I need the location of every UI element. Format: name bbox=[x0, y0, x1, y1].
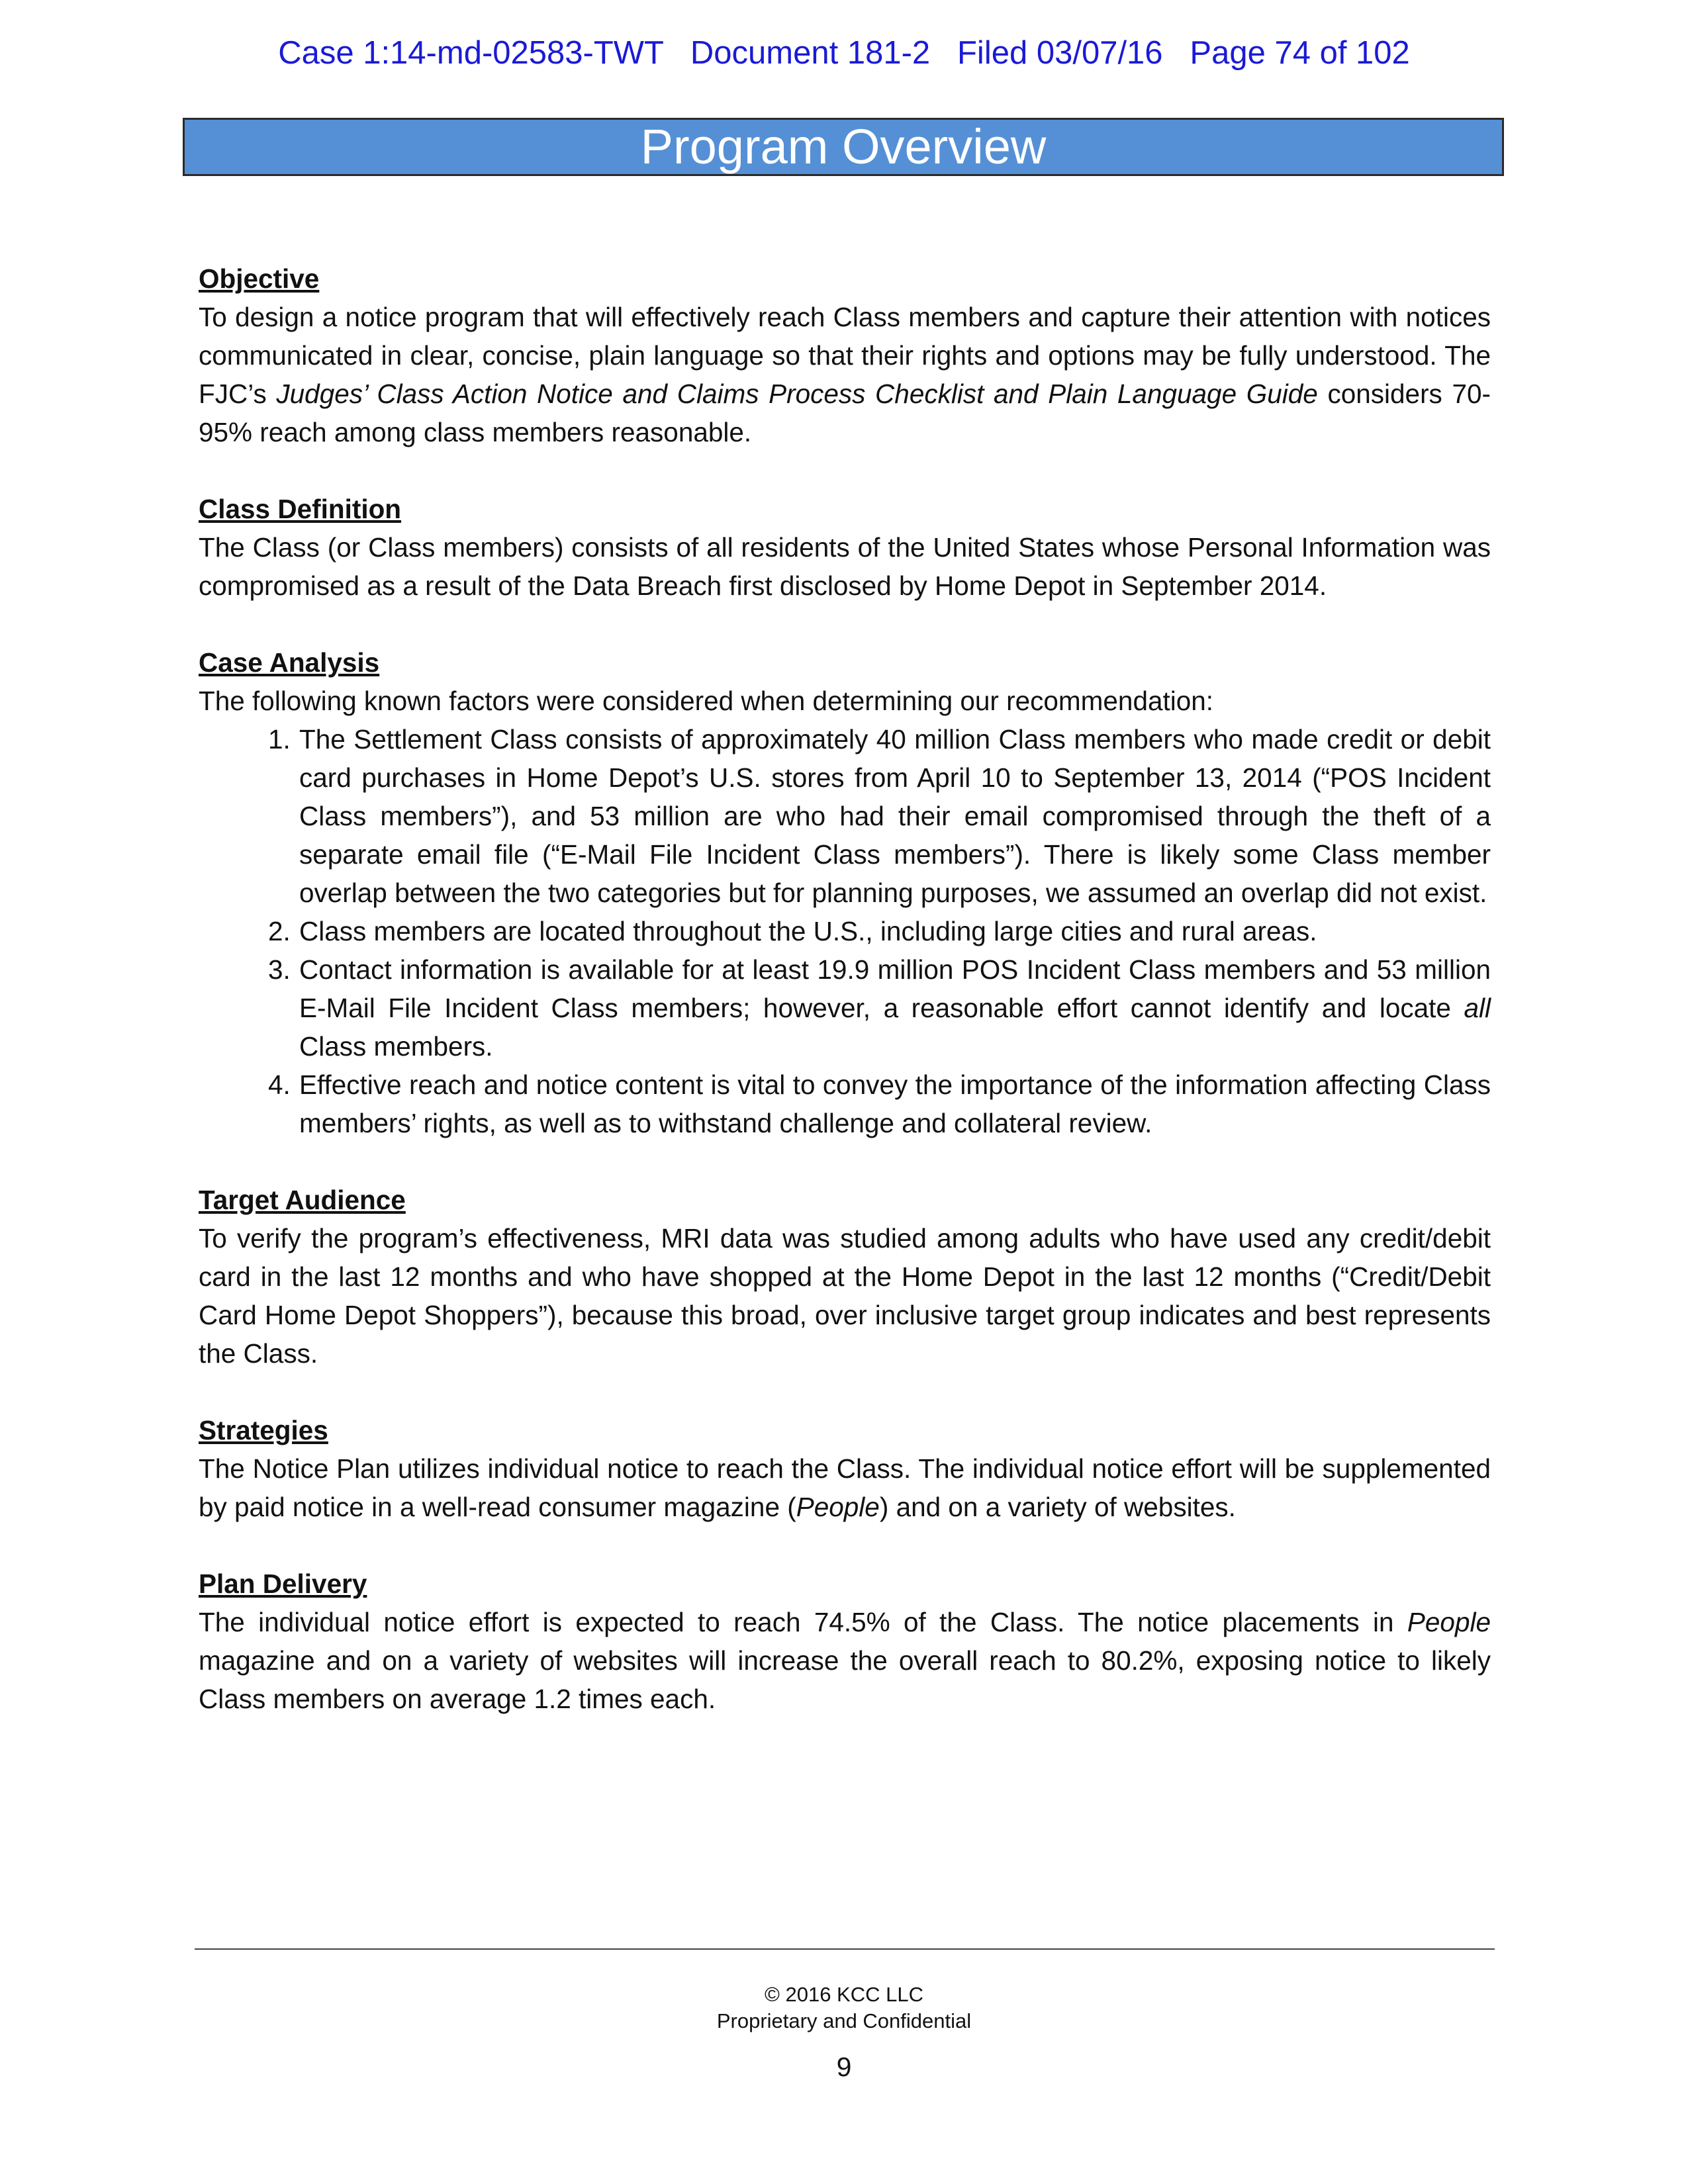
objective-heading: Objective bbox=[199, 263, 320, 294]
plan-delivery-text-part-2: magazine and on a variety of websites will increase the overall reach to 80.2%, exposing notice to likely Class members on average 1.2 times each. bbox=[199, 1645, 1491, 1714]
case-analysis-intro: The following known factors were considered when determining our recommendation: bbox=[199, 686, 1214, 716]
strategies-magazine-name: People bbox=[796, 1492, 880, 1522]
objective-text bbox=[199, 298, 1491, 451]
list-item: 1. The Settlement Class consists of approximately 40 million Class members who made credit or debit card purchases in Home Depot’s U.S. stores from April 10 to September 13, 2014 (“POS Incident Class members”), and 53 million are who had their email compromised through the theft of a separate email file (“E-Mail File Incident Class members”). There is likely some Class member overlap between the two categories but for planning purposes, we assumed an overlap did not exist. bbox=[298, 720, 1491, 912]
list-item-text-part-2: Class members. bbox=[299, 1031, 493, 1062]
main-content bbox=[199, 259, 1491, 1756]
case-header: Case 1:14-md-02583-TWT Document 181-2 Filed 03/07/16 Page 74 of 102 bbox=[278, 35, 1410, 71]
class-definition-heading: Class Definition bbox=[199, 494, 402, 524]
footer-divider bbox=[195, 1948, 1495, 1950]
strategies-text-part-1: The Notice Plan utilizes individual notice to reach the Class. The individual notice effort will be supplemented by paid notice in a well-read consumer magazine ( bbox=[199, 1453, 1491, 1522]
objective-text-part-1: To design a notice program that will effectively reach Class members and capture their attention with notices communicated in clear, concise, plain language so that their rights and options may be fully understood. The FJC’s bbox=[199, 302, 1491, 409]
plan-delivery-heading: Plan Delivery bbox=[199, 1569, 367, 1599]
objective-text-part-2: considers 70-95% reach among class members reasonable. bbox=[199, 379, 1491, 447]
objective-guide-title: Judges’ Class Action Notice and Claims Process Checklist and Plain Language Guide bbox=[276, 379, 1318, 409]
list-item: 4. Effective reach and notice content is vital to convey the importance of the information affecting Class members’ rights, as well as to withstand challenge and collateral review. bbox=[298, 1066, 1491, 1142]
plan-delivery-section bbox=[199, 1565, 1491, 1718]
strategies-heading: Strategies bbox=[199, 1415, 328, 1445]
list-item-text-part-1: Contact information is available for at least 19.9 million POS Incident Class members and 53 million E-Mail File Incident Class members; however, a reasonable effort cannot identify and locate bbox=[299, 954, 1491, 1023]
target-audience-heading: Target Audience bbox=[199, 1185, 406, 1215]
case-analysis-heading: Case Analysis bbox=[199, 647, 380, 678]
objective-section bbox=[199, 259, 1491, 451]
plan-delivery-text bbox=[199, 1603, 1491, 1718]
footer-confidential: Proprietary and Confidential bbox=[716, 2009, 972, 2032]
strategies-text-part-2: ) and on a variety of websites. bbox=[879, 1492, 1236, 1522]
case-analysis-section bbox=[199, 643, 1491, 1142]
target-audience-text: To verify the program’s effectiveness, MRI data was studied among adults who have used any credit/debit card in the last 12 months and who have shopped at the Home Depot in the last 12 months (“Credit/Debit Card Home Depot Shoppers”), because this broad, over inclusive target group indicates and best represents the Class. bbox=[199, 1223, 1491, 1369]
page-number: 9 bbox=[836, 2052, 852, 2082]
case-analysis-list bbox=[199, 720, 1491, 1142]
strategies-text bbox=[199, 1449, 1491, 1526]
page-title-bar bbox=[183, 118, 1504, 176]
strategies-section bbox=[199, 1411, 1491, 1526]
page-title: Program Overview bbox=[640, 119, 1047, 174]
list-item-emphasis: all bbox=[1464, 993, 1491, 1023]
plan-delivery-text-part-1: The individual notice effort is expected to reach 74.5% of the Class. The notice placements in bbox=[199, 1607, 1407, 1637]
footer-copyright: © 2016 KCC LLC bbox=[765, 1983, 923, 2006]
list-item bbox=[298, 950, 1491, 1066]
class-definition-text: The Class (or Class members) consists of all residents of the United States whose Personal Information was compromised as a result of the Data Breach first disclosed by Home Depot in September 2014. bbox=[199, 532, 1491, 601]
class-definition-section bbox=[199, 490, 1491, 605]
list-item: 2. Class members are located throughout the U.S., including large cities and rural areas. bbox=[298, 912, 1491, 950]
plan-delivery-magazine-name: People bbox=[1407, 1607, 1491, 1637]
target-audience-section bbox=[199, 1181, 1491, 1373]
